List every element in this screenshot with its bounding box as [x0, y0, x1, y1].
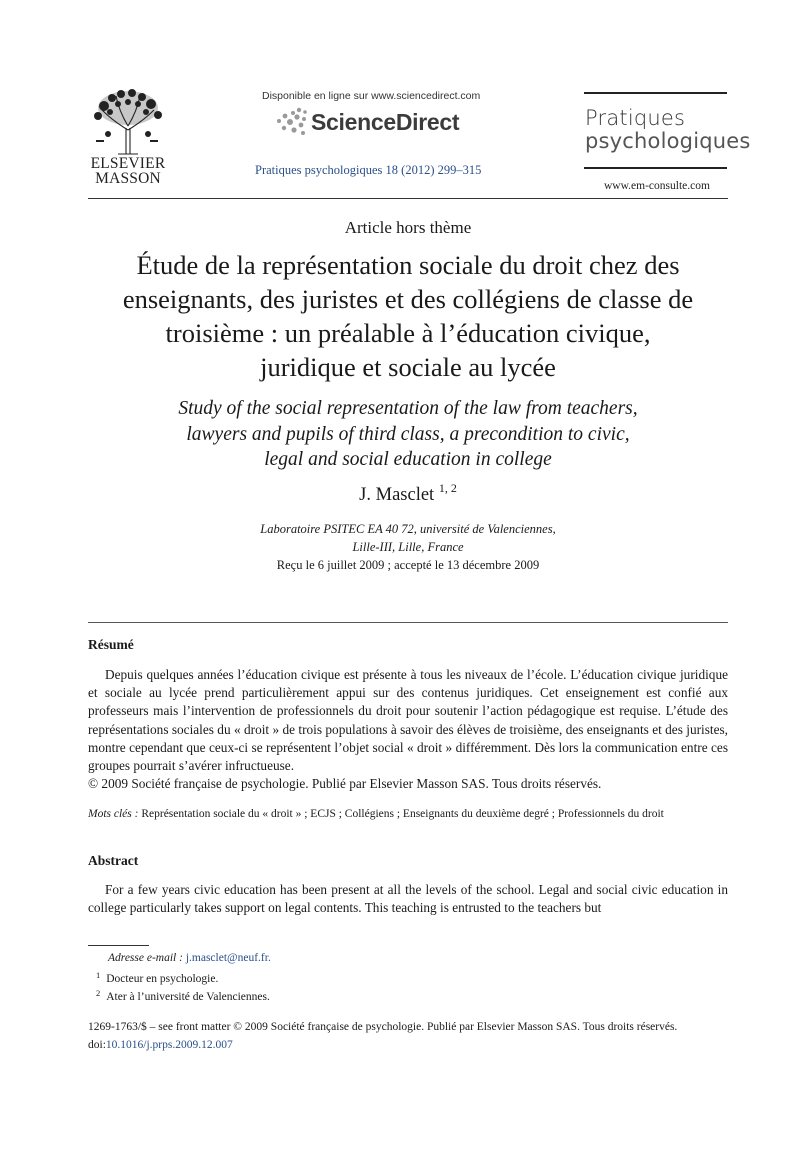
- elsevier-wordmark-line1: ELSEVIER: [90, 155, 166, 172]
- footnote-1-number: 1: [96, 970, 101, 980]
- sciencedirect-logo: [275, 105, 485, 139]
- keywords-label: Mots clés :: [88, 808, 139, 820]
- journal-logo-bottom-rule: [584, 167, 727, 169]
- journal-logo-line2: psychologiques: [585, 129, 751, 153]
- front-matter: 1269-1763/$ – see front matter © 2009 Société française de psychologie. Publié par Elsevier Masson SAS. Tous droits réservés.: [88, 1021, 678, 1033]
- doi-link[interactable]: 10.1016/j.prps.2009.12.007: [105, 1039, 233, 1051]
- footnote-divider: [88, 945, 149, 946]
- author: [88, 481, 728, 506]
- doi-label: doi:: [88, 1039, 106, 1051]
- keywords: [88, 806, 728, 823]
- subtitle-line: lawyers and pupils of third class, a precondition to civic,: [186, 423, 630, 445]
- author-name: J. Masclet: [359, 485, 435, 505]
- article-type: Article hors thème: [344, 218, 472, 237]
- article-dates: Reçu le 6 juillet 2009 ; accepté le 13 décembre 2009: [276, 558, 540, 572]
- title-line: Étude de la représentation sociale du droit chez des: [136, 250, 680, 280]
- sciencedirect-dots-icon: [275, 107, 309, 137]
- email-link[interactable]: j.masclet@neuf.fr.: [185, 952, 271, 964]
- journal-logo-line1: Pratiques: [585, 106, 686, 130]
- header-divider: [88, 198, 728, 199]
- sciencedirect-wordmark: ScienceDirect: [311, 109, 460, 135]
- resume-copyright: © 2009 Société française de psychologie. Publié par Elsevier Masson SAS. Tous droits réservés.: [88, 776, 602, 791]
- elsevier-logo: [88, 88, 168, 188]
- title-line: enseignants, des juristes et des collégiens de classe de: [122, 284, 694, 314]
- journal-website-link[interactable]: www.em-consulte.com: [604, 180, 710, 192]
- resume-heading: Résumé: [88, 637, 134, 652]
- email-label: Adresse e-mail :: [108, 952, 183, 964]
- footnote-1: [96, 968, 218, 987]
- sciencedirect-availability: Disponible en ligne sur www.sciencedirect.com: [262, 90, 481, 102]
- resume-paragraph: Depuis quelques années l’éducation civique est présente à tous les niveaux de l’école. L’éducation civique juridique et sociale au lycée prend particulièrement appui sur des contenus juridiques. Cet enseignement est confié aux professeurs mais l’intervention de professionnels du droit pour soutenir l’action pédagogique est requise. L’étude des représentations sociales du « droit » de trois populations à savoir des élèves de troisième, des enseignants et des juristes, montre cependant que ceux-ci se représentent l’objet social « droit » différemment. Dès lors la communication entre ces groupes pourrait s’avérer infructueuse.: [88, 667, 728, 774]
- title-line: juridique et sociale au lycée: [260, 352, 556, 382]
- affiliation-line: Laboratoire PSITEC EA 40 72, université de Valenciennes,: [260, 522, 556, 536]
- resume-body: [88, 666, 728, 775]
- author-footnote-refs[interactable]: 1, 2: [438, 481, 457, 495]
- abstract-heading: Abstract: [88, 853, 139, 868]
- subtitle-line: legal and social education in college: [264, 449, 552, 470]
- section-divider: [88, 622, 728, 623]
- elsevier-tree-icon: [88, 88, 168, 156]
- journal-logo-top-rule: [584, 92, 727, 94]
- abstract-paragraph: For a few years civic education has been present at all the levels of the school. Legal and social civic education in college particularly takes support on legal contents. This teaching is entrusted to the teachers but: [88, 882, 728, 916]
- title-line: troisième : un préalable à l’éducation civique,: [165, 318, 651, 348]
- footnote-email: [108, 951, 271, 966]
- footnote-2-number: 2: [96, 988, 101, 998]
- elsevier-wordmark-line2: MASSON: [95, 170, 161, 187]
- footnote-1-text: Docteur en psychologie.: [106, 973, 219, 985]
- keywords-text: Représentation sociale du « droit » ; ECJS ; Collégiens ; Enseignants du deuxième degré ; Professionnels du droit: [141, 808, 664, 820]
- footnote-2: [96, 986, 270, 1005]
- journal-citation-link[interactable]: Pratiques psychologiques 18 (2012) 299–315: [255, 163, 482, 177]
- abstract-body: [88, 881, 728, 917]
- doi: [88, 1039, 233, 1051]
- article-title: [88, 248, 728, 384]
- subtitle-line: Study of the social representation of the law from teachers,: [178, 398, 638, 419]
- article-english-title: [88, 396, 728, 473]
- footnote-2-text: Ater à l’université de Valenciennes.: [106, 991, 270, 1003]
- affiliation-line: Lille-III, Lille, France: [352, 540, 464, 554]
- affiliation: [88, 520, 728, 556]
